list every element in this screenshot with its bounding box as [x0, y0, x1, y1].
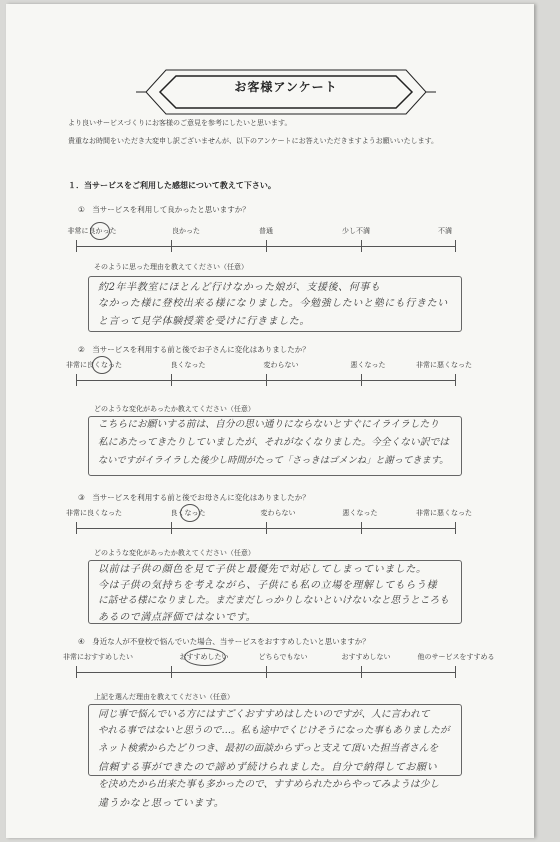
q4-answer-line-2: やれる事ではないと思うので…。私も途中でくじけそうになった事もありましたが: [98, 725, 450, 736]
question-4-scale: [62, 652, 495, 682]
q3-option-5[interactable]: 非常に悪くなった: [416, 509, 472, 517]
q3-option-4[interactable]: 悪くなった: [342, 509, 378, 517]
q3-answer-line-3: に話せる様になりました。まだまだしっかりしないといけないなと思うところも: [98, 595, 449, 606]
question-1-reason-label: そのように思った理由を教えてください（任意）: [94, 263, 248, 271]
q1-selected-mark: [90, 222, 110, 240]
q4-option-2[interactable]: おすすめしたい: [179, 653, 229, 661]
question-4-reason-label: 上記を選んだ理由を教えてください（任意）: [94, 693, 234, 701]
q4-selected-mark: [184, 648, 226, 666]
q4-answer-line-6: 違うかなと思っています。: [98, 798, 225, 809]
q3-answer-line-4: あるので満点評価ではないです。: [98, 612, 257, 623]
q1-answer-line-3: と言って見学体験授業を受けに行きました。: [98, 316, 310, 327]
title-banner: [136, 62, 436, 120]
intro-line-2: 貴重なお時間をいただき大変申し訳ございませんが、以下のアンケートにお答えいただきますようお願いいたします。: [68, 137, 439, 145]
question-3-reason-label: どのような変化があったか教えてください（任意）: [94, 549, 255, 557]
q1-answer-line-2: なかった様に登校出来る様になりました。今勉強したいと塾にも行きたい: [98, 298, 448, 309]
page-title: お客様アンケート: [234, 80, 338, 94]
q1-answer-line-1: 約2年半教室にほとんど行けなかった娘が、支援後、何事も: [98, 282, 381, 293]
question-4-label: ④ 身近な人が不登校で悩んでいた場合、当サービスをおすすめしたいと思いますか？: [78, 637, 370, 646]
question-1-scale: [67, 226, 456, 256]
q3-option-3[interactable]: 変わらない: [260, 509, 296, 517]
q2-answer-line-2: 私にあたってきたりしていましたが、それがなくなりました。今全くない訳では: [98, 437, 449, 448]
q2-answer-line-1: こちらにお願いする前は、自分の思い通りにならないとすぐにイライラしたり: [98, 419, 439, 430]
q1-option-1[interactable]: 非常に良かった: [67, 227, 117, 235]
q2-option-2[interactable]: 良くなった: [170, 361, 206, 369]
q1-option-3[interactable]: 普通: [259, 227, 273, 235]
q1-option-4[interactable]: 少し不満: [342, 227, 370, 235]
q2-option-5[interactable]: 非常に悪くなった: [416, 361, 472, 369]
q3-answer-line-2: 今は子供の気持ちを考えながら、子供にも私の立場を理解してもらう様: [98, 580, 438, 591]
survey-sheet: [6, 4, 534, 838]
question-3-label: ③ 当サービスを利用する前と後でお母さんに変化はありましたか？: [78, 493, 310, 502]
question-3-scale: [66, 508, 472, 538]
question-2-scale: [66, 360, 472, 390]
q4-option-3[interactable]: どちらでもない: [258, 653, 308, 661]
q3-selected-mark: [180, 504, 200, 522]
q2-option-1[interactable]: 非常に良くなった: [66, 361, 122, 369]
q3-option-2[interactable]: 良くなった: [170, 509, 206, 517]
q2-selected-mark: [92, 356, 112, 374]
q4-answer-line-4: 信頼する事ができたので諦めず続けられました。自分で納得してお願い: [98, 762, 438, 773]
q4-answer-line-1: 同じ事で悩んでいる方にはすごくおすすめはしたいのですが、人に言われて: [98, 709, 430, 720]
q2-option-3[interactable]: 変わらない: [263, 361, 299, 369]
q4-option-5[interactable]: 他のサービスをすすめる: [417, 653, 495, 661]
q2-option-4[interactable]: 悪くなった: [350, 361, 386, 369]
question-2-reason-label: どのような変化があったか教えてください（任意）: [94, 405, 255, 413]
intro-line-1: より良いサービスづくりにお客様のご意見を参考にしたいと思います。: [68, 119, 292, 127]
question-1-label: ① 当サービスを利用して良かったと思いますか？: [78, 205, 250, 214]
q2-answer-line-3: ないですがイライラした後少し時間がたって「さっきはゴメンね」と謝ってきます。: [98, 455, 449, 466]
q1-option-2[interactable]: 良かった: [172, 227, 200, 235]
q4-answer-line-3: ネット検索からたどりつき、最初の面談からずっと支えて頂いた担当者さんを: [98, 743, 439, 754]
q4-option-1[interactable]: 非常におすすめしたい: [62, 653, 134, 661]
q3-option-1[interactable]: 非常に良くなった: [66, 509, 122, 517]
q3-answer-line-1: 以前は子供の顔色を見て子供と最優先で対応してしまっていました。: [98, 564, 427, 575]
q1-option-5[interactable]: 不満: [438, 227, 452, 235]
q4-option-4[interactable]: おすすめしない: [341, 653, 391, 661]
question-2-label: ② 当サービスを利用する前と後でお子さんに変化はありましたか？: [78, 345, 310, 354]
q4-answer-line-5: を決めたから出来た事も多かったので、すすめられたからやってみようは少し: [98, 779, 440, 790]
section-1-title: １．当サービスをご利用した感想について教えて下さい。: [68, 181, 276, 190]
